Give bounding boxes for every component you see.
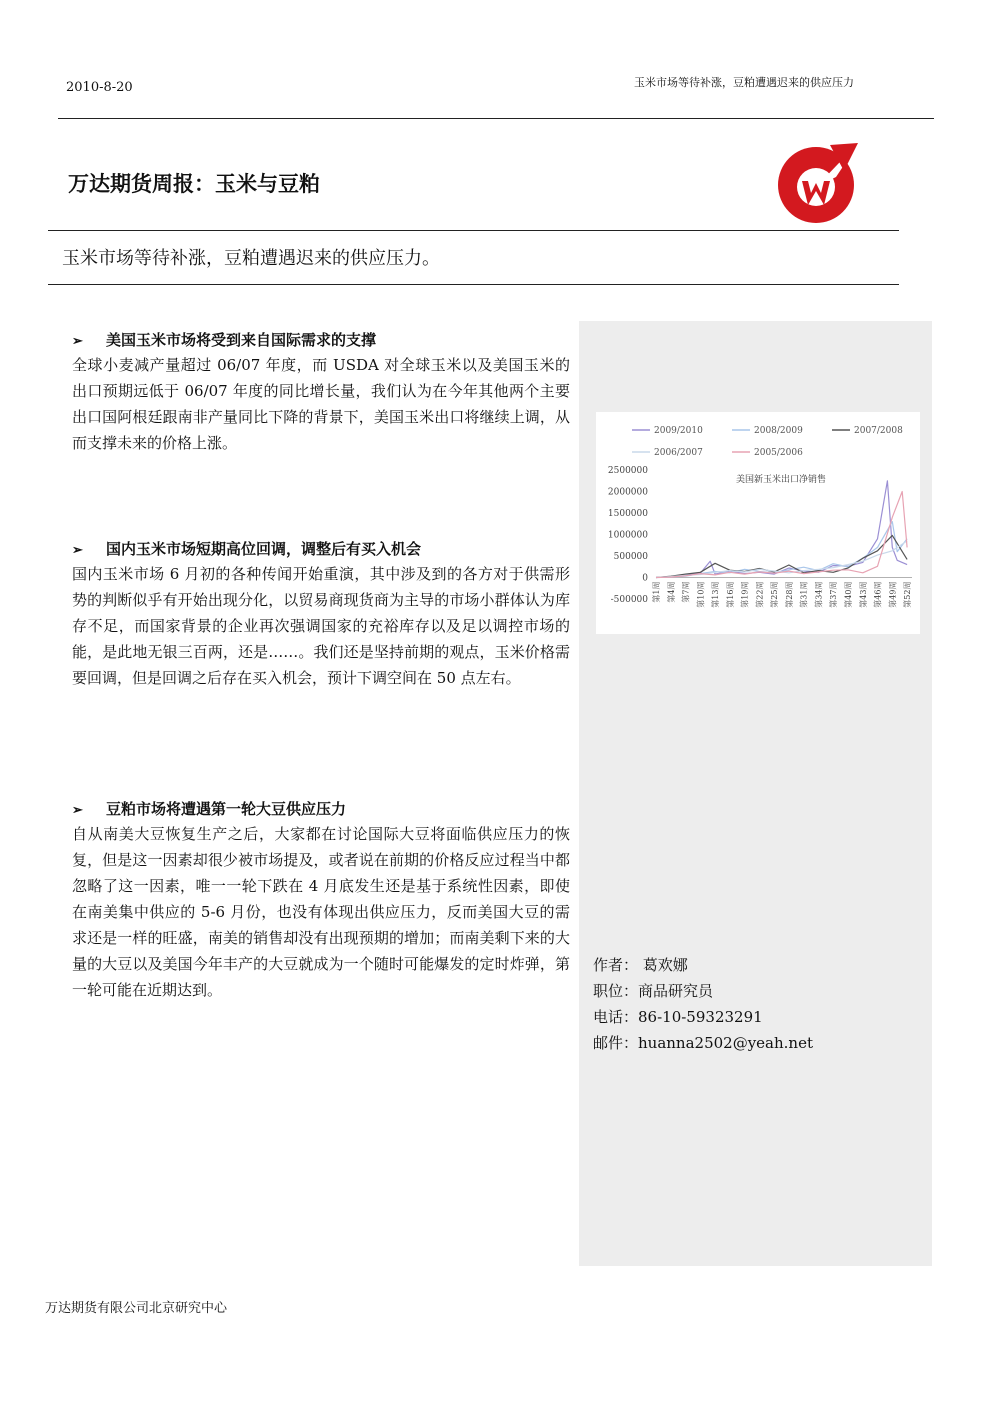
x-tick-label: 第1周 <box>652 581 661 603</box>
y-tick-label: 1500000 <box>607 509 648 519</box>
x-tick-label: 第19周 <box>740 581 750 608</box>
report-subtitle: 玉米市场等待补涨，豆粕遭遇迟来的供应压力。 <box>62 248 440 269</box>
legend-entry: 2007/2008 <box>854 426 903 436</box>
bullet-arrow-icon: ➢ <box>72 334 83 349</box>
wanda-logo <box>772 141 862 231</box>
series-line <box>656 481 907 578</box>
legend-entry: 2006/2007 <box>654 448 703 458</box>
x-tick-label: 第16周 <box>725 581 735 608</box>
corn-export-chart-svg <box>596 412 920 634</box>
corn-export-chart <box>596 412 920 634</box>
series-line <box>656 522 907 578</box>
section-heading: 豆粕市场将遭遇第一轮大豆供应压力 <box>106 800 347 818</box>
x-tick-label: 第10周 <box>696 581 706 608</box>
title-rule <box>48 230 899 231</box>
author-name: 作者： 葛欢娜 <box>593 956 688 974</box>
y-tick-label: 2500000 <box>607 466 648 476</box>
x-tick-label: 第7周 <box>681 581 691 603</box>
section-heading: 国内玉米市场短期高位回调，调整后有买入机会 <box>106 540 422 558</box>
x-tick-label: 第40周 <box>844 581 853 608</box>
legend-entry: 2009/2010 <box>654 426 703 436</box>
section-domestic-corn <box>72 537 570 691</box>
bullet-arrow-icon: ➢ <box>72 803 83 818</box>
author-contact <box>593 952 813 1056</box>
chart-title: 美国新玉米出口净销售 <box>736 475 827 485</box>
section-body: 全球小麦减产量超过 06/07 年度，而 USDA 对全球玉米以及美国玉米的出口预期远低于 06/07 年度的同比增长量，我们认为在今年其他两个主要出口国阿根廷跟南非产量同比下降的背景下，美国玉米出口将继续上调，从而支撑未来的价格上涨。 <box>72 356 570 452</box>
footer-company: 万达期货有限公司北京研究中心 <box>45 1301 228 1316</box>
x-tick-label: 第4周 <box>666 581 676 603</box>
section-body: 自从南美大豆恢复生产之后，大家都在讨论国际大豆将面临供应压力的恢复，但是这一因素却很少被市场提及，或者说在前期的价格反应过程当中都忽略了这一因素，唯一一轮下跌在 4 月底发生还是基于系统性因素，即使在南美集中供应的 5-6 月份，也没有体现出供应压力，反而美国大豆的需求还是一样的旺盛，南美的销售却没有出现预期的增加；而南美剩下来的大量的大豆以及美国今年丰产的大豆就成为一个随时可能爆发的定时炸弹，第一轮可能在近期达到。 <box>72 825 570 999</box>
x-tick-label: 第37周 <box>829 581 839 608</box>
x-tick-label: 第34周 <box>814 581 824 608</box>
subtitle-rule <box>48 284 899 285</box>
x-tick-label: 第25周 <box>770 581 780 608</box>
section-heading: 美国玉米市场将受到来自国际需求的支撑 <box>106 331 377 349</box>
x-tick-label: 第43周 <box>858 581 868 608</box>
report-date: 2010-8-20 <box>66 80 133 95</box>
x-tick-label: 第52周 <box>903 581 913 608</box>
x-tick-label: 第28周 <box>784 581 794 608</box>
legend-entry: 2008/2009 <box>754 426 803 436</box>
legend-entry: 2005/2006 <box>754 448 803 458</box>
x-tick-label: 第46周 <box>873 581 883 608</box>
header-rule <box>58 118 934 119</box>
wanda-logo-icon <box>772 141 862 227</box>
x-tick-label: 第22周 <box>755 581 765 608</box>
section-soymeal <box>72 797 570 1003</box>
author-email: 邮件：huanna2502@yeah.net <box>593 1034 813 1052</box>
section-body: 国内玉米市场 6 月初的各种传闻开始重演，其中涉及到的各方对于供需形势的判断似乎有开始出现分化，以贸易商现货商为主导的市场小群体认为库存不足，而国家背景的企业再次强调国家的充裕库存以及足以调控市场的能，是此地无银三百两，还是……。我们还是坚持前期的观点，玉米价格需要回调，但是回调之后存在买入机会，预计下调空间在 50 点左右。 <box>72 565 570 687</box>
section-us-corn <box>72 328 570 456</box>
y-tick-label: 0 <box>642 573 648 584</box>
x-tick-label: 第49周 <box>888 581 898 608</box>
report-title: 万达期货周报：玉米与豆粕 <box>68 171 320 196</box>
y-tick-label: 1000000 <box>607 530 648 541</box>
author-position: 职位：商品研究员 <box>593 982 714 1000</box>
running-title: 玉米市场等待补涨，豆粕遭遇迟来的供应压力 <box>634 76 854 89</box>
y-tick-label: -500000 <box>610 595 648 605</box>
series-line <box>656 492 907 578</box>
author-phone: 电话：86-10-59323291 <box>593 1008 763 1026</box>
bullet-arrow-icon: ➢ <box>72 543 83 558</box>
y-tick-label: 2000000 <box>607 487 648 498</box>
x-tick-label: 第13周 <box>711 581 721 608</box>
x-tick-label: 第31周 <box>799 581 809 608</box>
y-tick-label: 500000 <box>613 552 648 562</box>
